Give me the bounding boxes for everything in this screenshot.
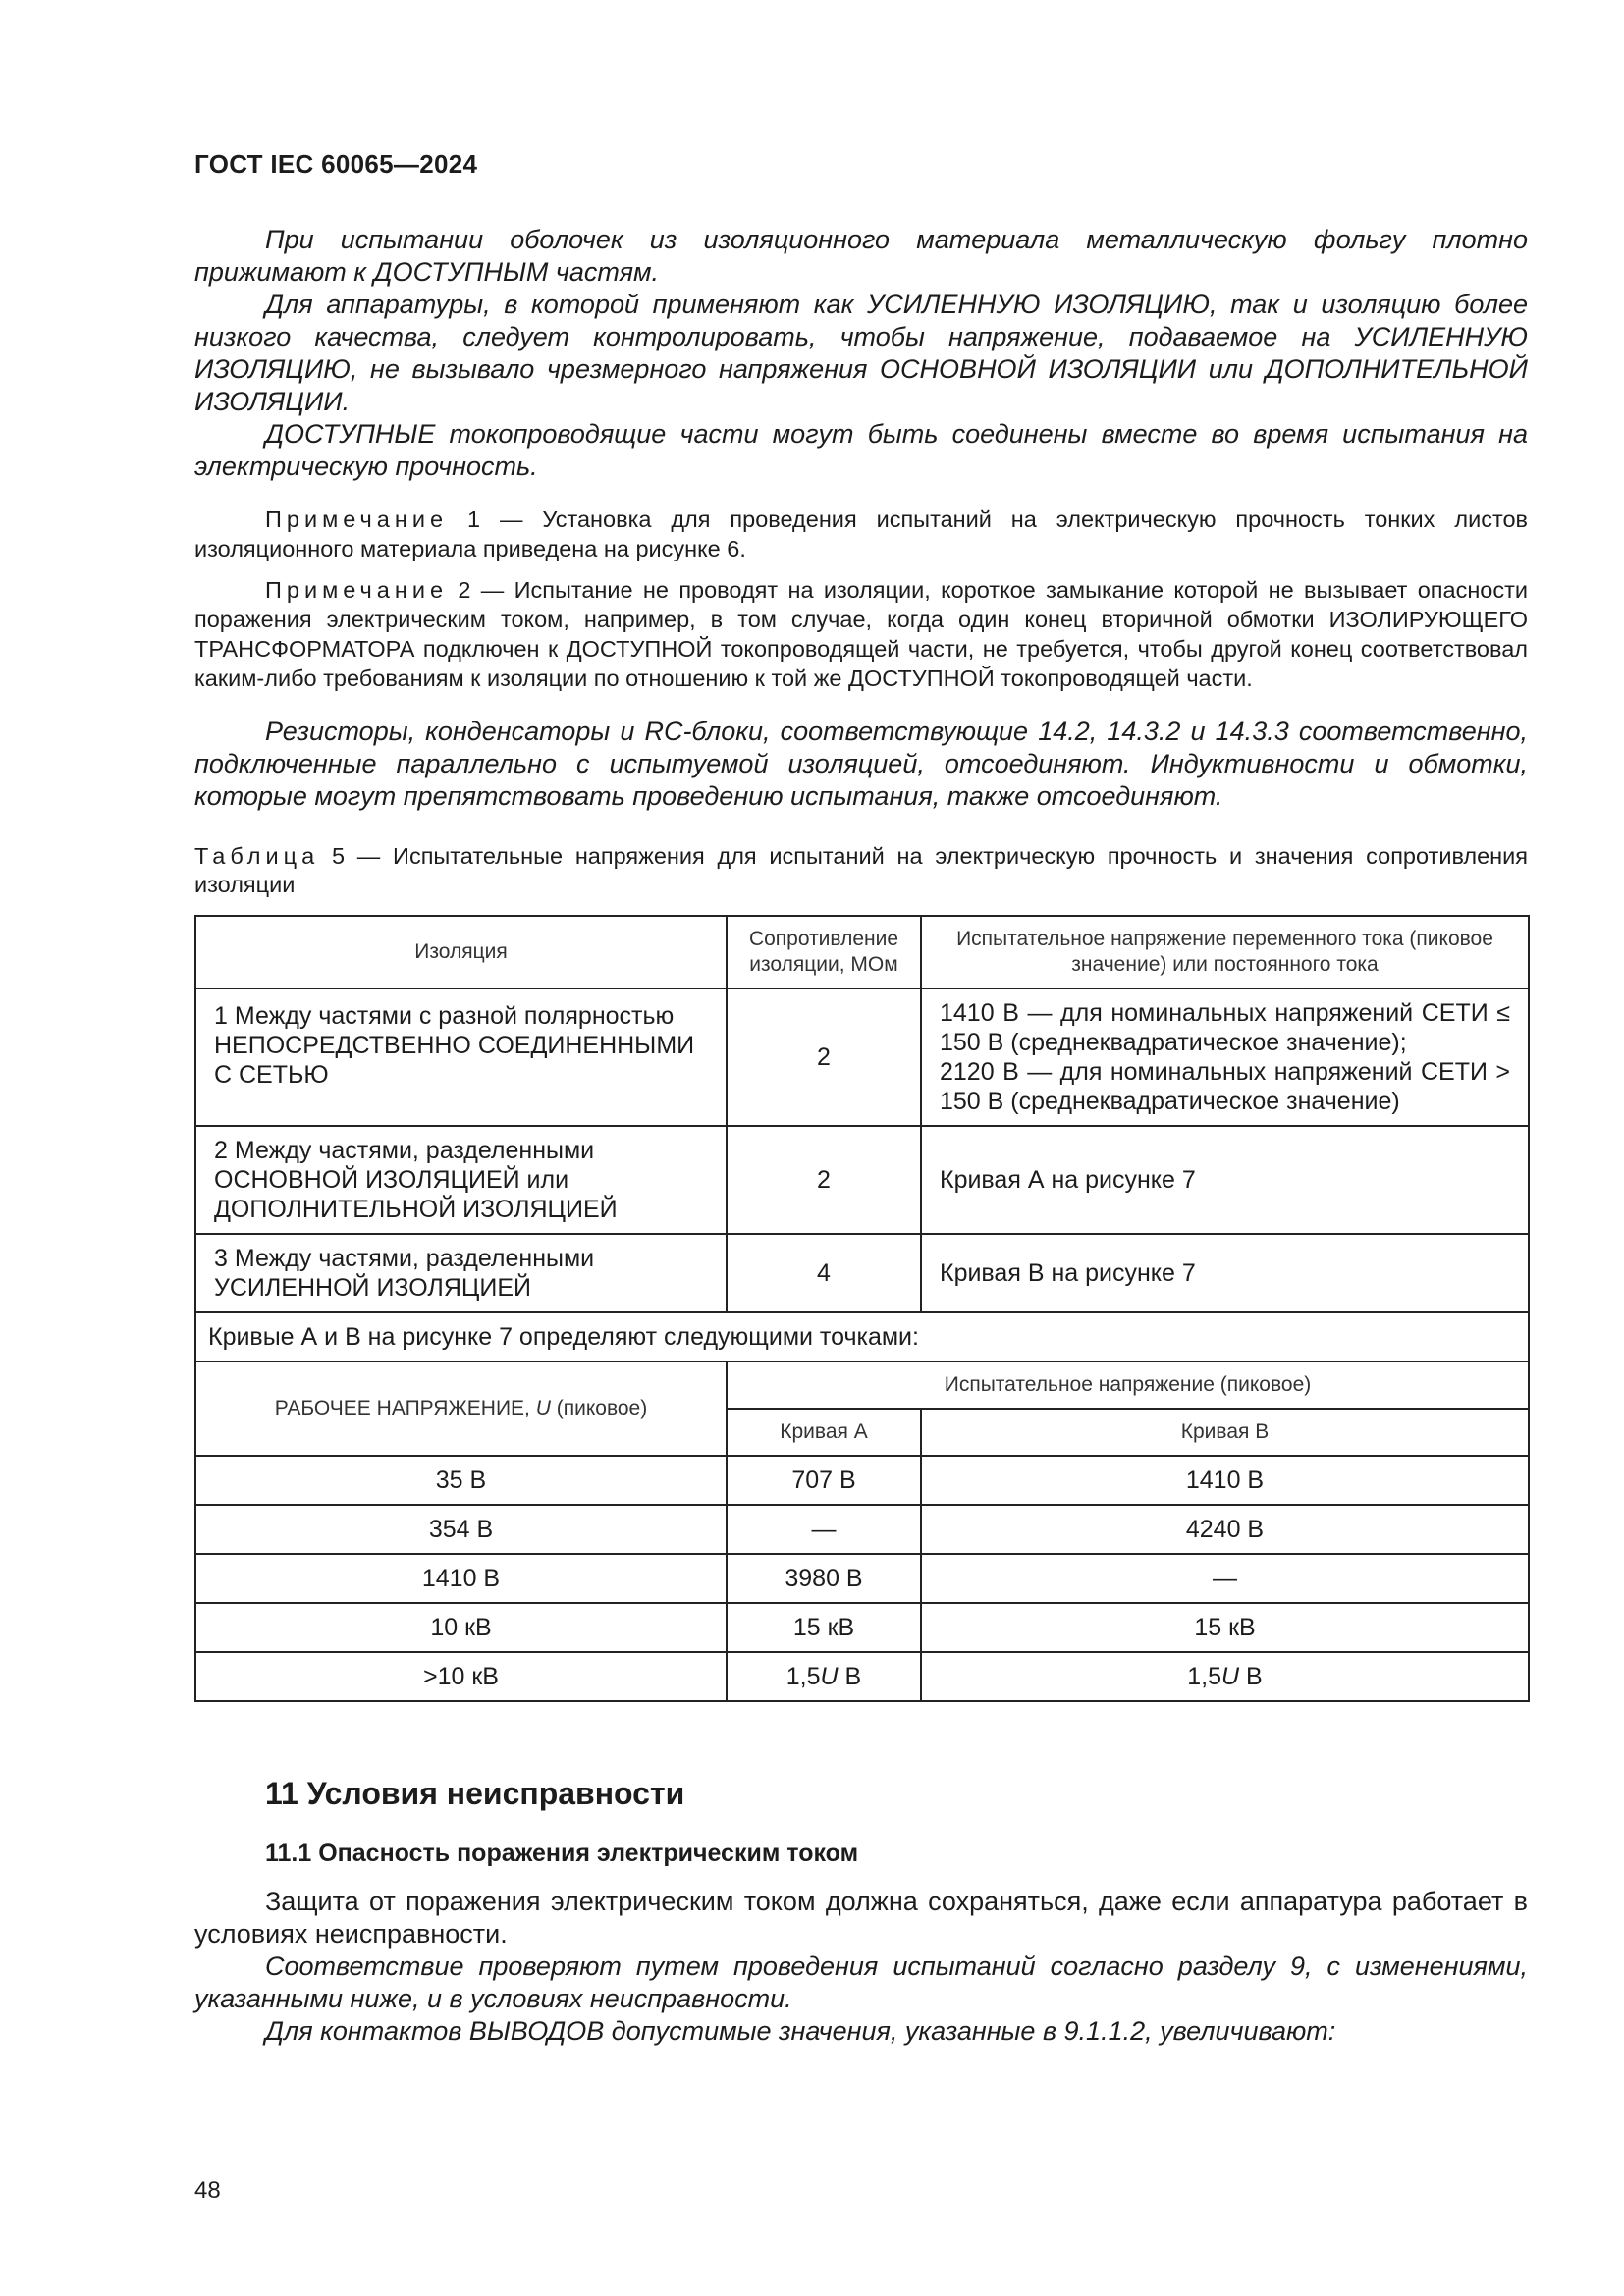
working-voltage-suffix: (пиковое) xyxy=(550,1397,648,1419)
section-11-body xyxy=(194,1886,1528,2048)
curve-row-3-b: — xyxy=(921,1554,1529,1603)
working-voltage-prefix: РАБОЧЕЕ НАПРЯЖЕНИЕ, xyxy=(274,1397,536,1419)
curve-row-3-a: 3980 В xyxy=(727,1554,921,1603)
table-row xyxy=(195,988,1529,1126)
paragraph-protection: Защита от поражения электрическим током должна сохраняться, даже если аппаратура работает в условиях неисправности. xyxy=(194,1887,1528,1949)
working-voltage-symbol: U xyxy=(535,1397,551,1419)
table-5-caption-label: Таблица xyxy=(194,843,320,869)
row-1-test-voltage xyxy=(921,988,1529,1126)
note-2-text: 2 — Испытание не проводят на изоляции, короткое замыкание которой не вызывает опасности поражения электрическим током, например, в том случае, когда один конец вторичной обмотки ИЗОЛИРУЮЩЕГО ТРАНСФОРМАТОРА подключен к ДОСТУПНОЙ токопроводящей части, не требуется, чтобы другой конец соответствовал каким-либо требованиям к изоляции по отношению к той же ДОСТУПНОЙ токопроводящей части. xyxy=(194,577,1529,691)
curve-row-1-a: 707 В xyxy=(727,1456,921,1505)
curve-row-5-working: >10 кВ xyxy=(195,1652,727,1701)
curve-row-5-a-symbol: U xyxy=(820,1663,839,1690)
row-1-voltage-line-2: 2120 В — для номинальных напряжений СЕТИ > 150 В (среднеквадратическое значение) xyxy=(940,1058,1510,1115)
table-5 xyxy=(194,915,1530,1702)
page-number: 48 xyxy=(194,2177,221,2204)
row-1-insulation: 1 Между частями с разной полярностью НЕПОСРЕДСТВЕННО СОЕДИНЕННЫМИ С СЕТЬЮ xyxy=(195,988,727,1126)
header-test-voltage: Испытательное напряжение переменного тока (пиковое значение) или постоянного тока xyxy=(921,916,1529,988)
note-1-label: Примечание xyxy=(265,507,449,532)
curve-row-4-a: 15 кВ xyxy=(727,1603,921,1652)
table-5-caption xyxy=(194,842,1528,899)
curve-row-2-working: 354 В xyxy=(195,1505,727,1554)
curve-row-5-b xyxy=(921,1652,1529,1701)
note-1 xyxy=(194,505,1528,563)
header-insulation: Изоляция xyxy=(195,916,727,988)
subsection-11-1-title: 11.1 Опасность поражения электрическим током xyxy=(265,1840,859,1867)
curve-row-4-working: 10 кВ xyxy=(195,1603,727,1652)
row-1-resistance: 2 xyxy=(727,988,921,1126)
row-1-voltage-line-1: 1410 В — для номинальных напряжений СЕТИ ≤ 150 В (среднеквадратическое значение); xyxy=(940,999,1510,1056)
paragraph-terminals: Для контактов ВЫВОДОВ допустимые значения, указанные в 9.1.1.2, увеличивают: xyxy=(265,2016,1336,2046)
curve-row-1-working: 35 В xyxy=(195,1456,727,1505)
table-row xyxy=(195,1603,1529,1652)
row-2-test-voltage: Кривая А на рисунке 7 xyxy=(921,1126,1529,1234)
curve-row-2-b: 4240 В xyxy=(921,1505,1529,1554)
row-2-insulation: 2 Между частями, разделенными ОСНОВНОЙ ИЗОЛЯЦИЕЙ или ДОПОЛНИТЕЛЬНОЙ ИЗОЛЯЦИЕЙ xyxy=(195,1126,727,1234)
note-2 xyxy=(194,575,1528,693)
table-row xyxy=(195,1652,1529,1701)
table-row xyxy=(195,1234,1529,1312)
curve-row-3-working: 1410 В xyxy=(195,1554,727,1603)
table-row xyxy=(195,1126,1529,1234)
document-header: ГОСТ IEC 60065—2024 xyxy=(194,149,478,179)
table-row xyxy=(195,1456,1529,1505)
table-5-caption-text: 5 — Испытательные напряжения для испытаний на электрическую прочность и значения сопротивления изоляции xyxy=(194,843,1529,897)
curve-row-5-b-suffix: В xyxy=(1239,1663,1263,1690)
header-curve-b: Кривая В xyxy=(921,1409,1529,1456)
row-3-resistance: 4 xyxy=(727,1234,921,1312)
paragraph-accessible-parts: ДОСТУПНЫЕ токопроводящие части могут быть соединены вместе во время испытания на электрическую прочность. xyxy=(194,419,1528,481)
paragraph-compliance: Соответствие проверяют путем проведения испытаний согласно разделу 9, с изменениями, указанными ниже, и в условиях неисправности. xyxy=(194,1951,1528,2013)
note-1-text: 1 — Установка для проведения испытаний на электрическую прочность тонких листов изоляционного материала приведена на рисунке 6. xyxy=(194,507,1528,561)
notes-block xyxy=(194,505,1528,693)
curve-row-5-b-symbol: U xyxy=(1221,1663,1240,1690)
header-test-voltage-peak: Испытательное напряжение (пиковое) xyxy=(727,1362,1529,1409)
row-3-test-voltage: Кривая В на рисунке 7 xyxy=(921,1234,1529,1312)
curve-row-4-b: 15 кВ xyxy=(921,1603,1529,1652)
note-2-label: Примечание xyxy=(265,577,449,603)
paragraph-resistors: Резисторы, конденсаторы и RC-блоки, соответствующие 14.2, 14.3.2 и 14.3.3 соответственно, подключенные параллельно с испытуемой изоляцией, отсоединяют. Индуктивности и обмотки, которые могут препятствовать проведению испытания, также отсоединяют. xyxy=(194,717,1528,811)
row-2-resistance: 2 xyxy=(727,1126,921,1234)
paragraph-foil: При испытании оболочек из изоляционного материала металлическую фольгу плотно прижимают к ДОСТУПНЫМ частям. xyxy=(194,225,1528,287)
curve-row-5-a xyxy=(727,1652,921,1701)
curve-row-1-b: 1410 В xyxy=(921,1456,1529,1505)
resistors-block xyxy=(194,716,1528,813)
curve-row-5-a-suffix: В xyxy=(838,1663,862,1690)
table-row xyxy=(195,1554,1529,1603)
curve-row-5-a-prefix: 1,5 xyxy=(785,1663,821,1690)
table-row xyxy=(195,1505,1529,1554)
section-11-title: 11 Условия неисправности xyxy=(265,1776,685,1811)
curves-note: Кривые А и В на рисунке 7 определяют следующими точками: xyxy=(195,1312,1529,1362)
header-resistance: Сопротивление изоляции, МОм xyxy=(727,916,921,988)
curve-row-5-b-prefix: 1,5 xyxy=(1187,1663,1222,1690)
header-curve-a: Кривая А xyxy=(727,1409,921,1456)
curves-header-row xyxy=(195,1362,1529,1409)
curves-note-row xyxy=(195,1312,1529,1362)
header-working-voltage xyxy=(195,1362,727,1456)
curve-row-2-a: — xyxy=(727,1505,921,1554)
table-header-row xyxy=(195,916,1529,988)
intro-paragraphs xyxy=(194,224,1528,483)
row-3-insulation: 3 Между частями, разделенными УСИЛЕННОЙ ИЗОЛЯЦИЕЙ xyxy=(195,1234,727,1312)
paragraph-reinforced-insulation: Для аппаратуры, в которой применяют как УСИЛЕННУЮ ИЗОЛЯЦИЮ, так и изоляцию более низкого качества, следует контролировать, чтобы напряжение, подаваемое на УСИЛЕННУЮ ИЗОЛЯЦИЮ, не вызывало чрезмерного напряжения ОСНОВНОЙ ИЗОЛЯЦИИ или ДОПОЛНИТЕЛЬНОЙ ИЗОЛЯЦИИ. xyxy=(194,290,1528,416)
